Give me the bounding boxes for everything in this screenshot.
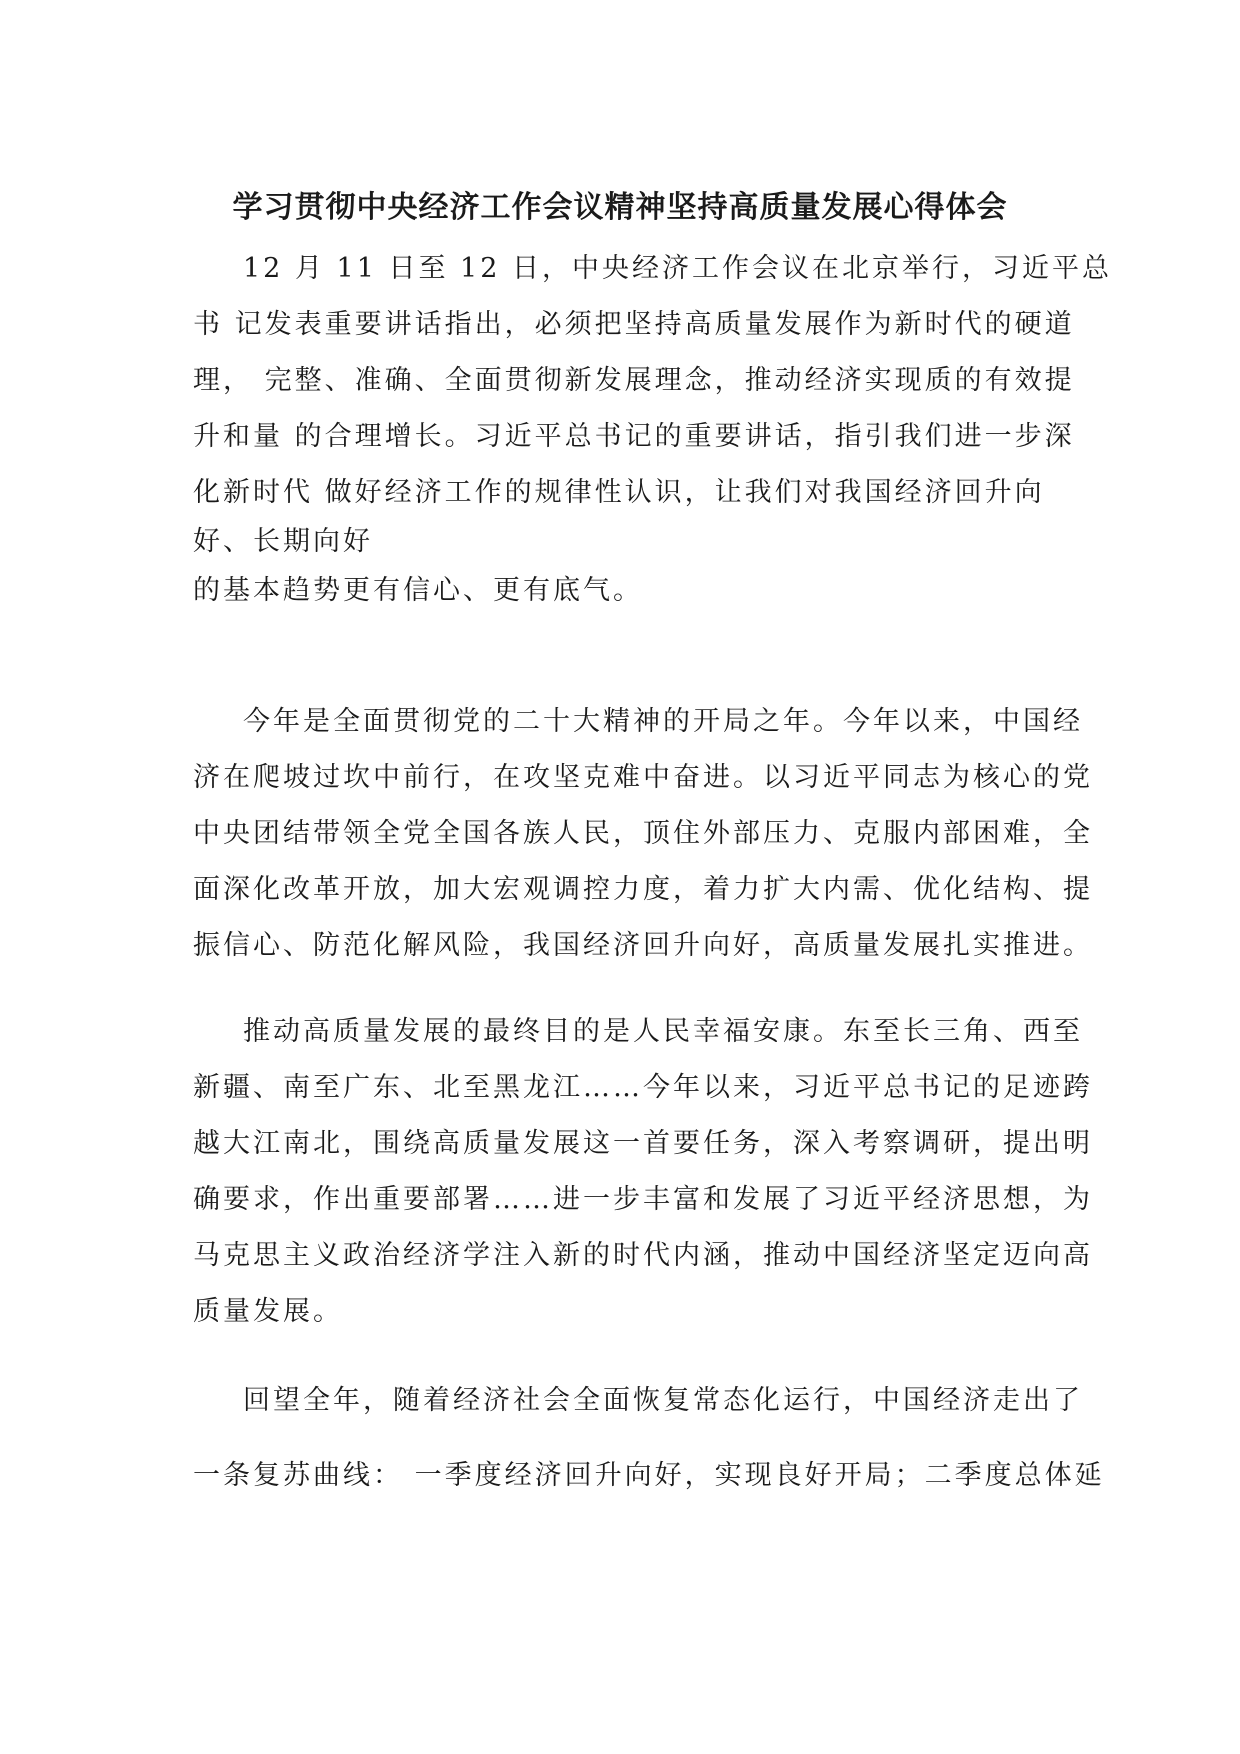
paragraph-line: 中央团结带领全党全国各族人民，顶住外部压力、克服内部困难，全 [193, 818, 1093, 849]
paragraph-2 [193, 694, 1093, 974]
paragraph-1 [193, 241, 1112, 619]
paragraph-4 [193, 1363, 1105, 1513]
paragraph-line: 回望全年，随着经济社会全面恢复常态化运行，中国经济走出了 [243, 1385, 1083, 1416]
paragraph-line: 马克思主义政治经济学注入新的时代内涵，推动中国经济坚定迈向高 [193, 1240, 1093, 1271]
paragraph-line: 振信心、防范化解风险，我国经济回升向好，高质量发展扎实推进。 [193, 930, 1093, 961]
paragraph-line: 确要求，作出重要部署……进一步丰富和发展了习近平经济思想，为 [193, 1184, 1093, 1215]
paragraph-line: 的基本趋势更有信心、更有底气。 [193, 575, 643, 606]
paragraph-line: 今年是全面贯彻党的二十大精神的开局之年。今年以来，中国经 [243, 706, 1083, 737]
paragraph-line: 书 记发表重要讲话指出，必须把坚持高质量发展作为新时代的硬道 [193, 309, 1075, 340]
paragraph-line: 越大江南北，围绕高质量发展这一首要任务，深入考察调研，提出明 [193, 1128, 1093, 1159]
paragraph-line: 面深化改革开放，加大宏观调控力度，着力扩大内需、优化结构、提 [193, 874, 1093, 905]
paragraph-line: 推动高质量发展的最终目的是人民幸福安康。东至长三角、西至 [243, 1016, 1083, 1047]
paragraph-line: 理， 完整、准确、全面贯彻新发展理念，推动经济实现质的有效提 [193, 365, 1075, 396]
paragraph-line: 济在爬坡过坎中前行，在攻坚克难中奋进。以习近平同志为核心的党 [193, 762, 1093, 793]
paragraph-line: 升和量 的合理增长。习近平总书记的重要讲话，指引我们进一步深 [193, 421, 1075, 452]
paragraph-line: 化新时代 做好经济工作的规律性认识，让我们对我国经济回升向 [193, 477, 1045, 508]
paragraph-line: 好、长期向好 [193, 526, 373, 557]
paragraph-line: 12 月 11 日至 12 日，中央经济工作会议在北京举行，习近平总 [243, 253, 1112, 284]
paragraph-line: 质量发展。 [193, 1296, 343, 1327]
document-title: 学习贯彻中央经济工作会议精神坚持高质量发展心得体会 [232, 190, 1008, 225]
paragraph-line: 新疆、南至广东、北至黑龙江……今年以来，习近平总书记的足迹跨 [193, 1072, 1093, 1103]
paragraph-line: 一条复苏曲线： 一季度经济回升向好，实现良好开局；二季度总体延 [193, 1460, 1105, 1491]
paragraph-3 [193, 1004, 1093, 1340]
